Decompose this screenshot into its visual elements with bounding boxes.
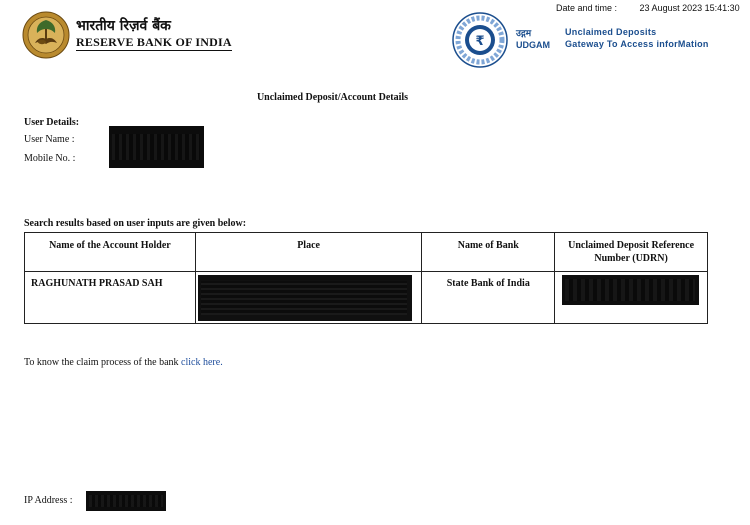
claim-process-text: To know the claim process of the bank <box>24 357 179 368</box>
rbi-name-english: RESERVE BANK OF INDIA <box>76 36 232 51</box>
udgam-tagline-line1: Unclaimed Deposits <box>565 27 657 37</box>
mobile-label: Mobile No. : <box>24 153 76 164</box>
svg-text:₹: ₹ <box>475 34 485 49</box>
ip-address-label: IP Address : <box>24 495 73 506</box>
udgam-name-english: UDGAM <box>516 40 550 50</box>
datetime-label: Date and time : <box>556 3 618 13</box>
udgam-tagline-line2: Gateway To Access inforMation <box>565 38 709 49</box>
rbi-name-hindi: भारतीय रिज़र्व बैंक <box>76 17 171 34</box>
datetime-value: 23 August 2023 15:41:30 <box>639 3 740 13</box>
column-header-account-holder: Name of the Account Holder <box>25 233 196 272</box>
place-redaction <box>198 275 412 321</box>
rbi-seal-icon <box>22 11 70 59</box>
claim-process-line <box>24 357 223 368</box>
user-details-redaction <box>109 126 204 168</box>
claim-process-link[interactable]: click here. <box>181 357 223 368</box>
page-title: Unclaimed Deposit/Account Details <box>256 92 409 103</box>
results-heading: Search results based on user inputs are given below: <box>24 218 247 229</box>
results-header-row <box>25 233 708 272</box>
place-cell <box>195 272 422 324</box>
udrn-cell <box>555 272 708 324</box>
datetime <box>556 3 740 13</box>
column-header-udrn: Unclaimed Deposit Reference Number (UDRN) <box>555 233 708 272</box>
udgam-logo <box>452 12 709 68</box>
udgam-seal-icon <box>452 12 508 68</box>
udgam-name-hindi: उद्गम <box>516 28 532 39</box>
rbi-logo <box>22 11 232 59</box>
column-header-bank: Name of Bank <box>422 233 555 272</box>
ip-address-redaction <box>86 491 166 511</box>
results-table <box>24 232 708 324</box>
table-row <box>25 272 708 324</box>
bank-cell: State Bank of India <box>422 272 555 324</box>
column-header-place: Place <box>195 233 422 272</box>
udgam-tagline <box>565 27 709 50</box>
account-holder-cell: RAGHUNATH PRASAD SAH <box>25 272 196 324</box>
udrn-redaction <box>562 275 699 305</box>
user-name-label: User Name : <box>24 134 75 145</box>
user-details-heading: User Details: <box>24 117 80 128</box>
